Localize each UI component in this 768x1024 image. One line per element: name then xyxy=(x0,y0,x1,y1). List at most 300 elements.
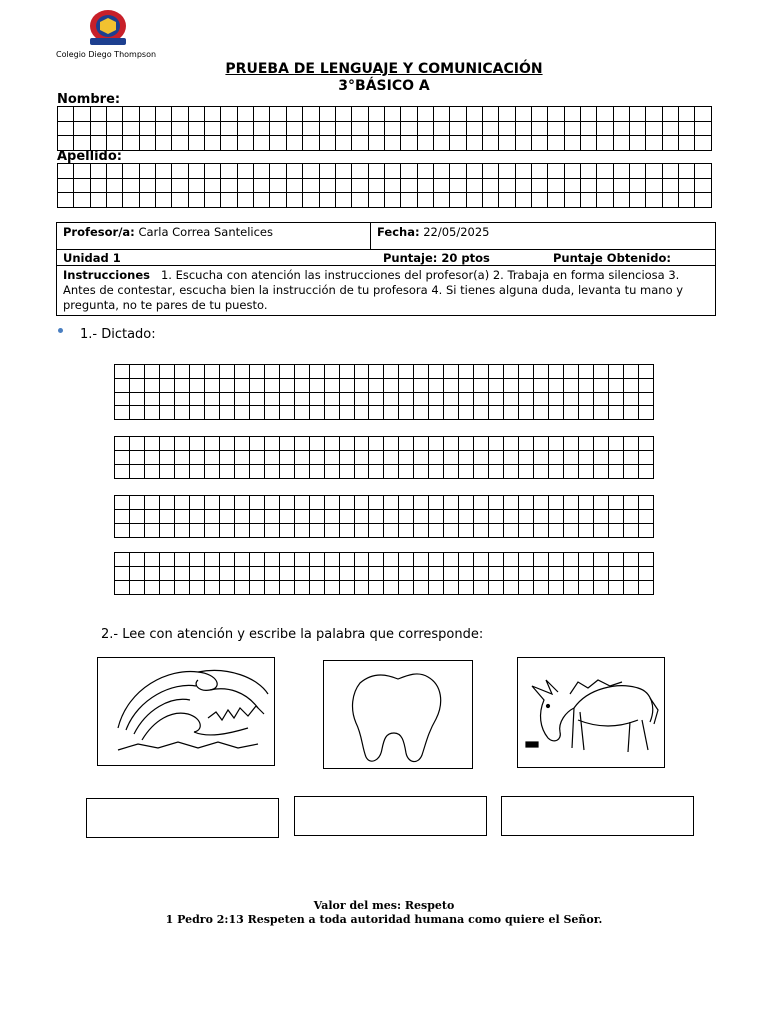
grid-cell[interactable] xyxy=(444,496,459,510)
grid-cell[interactable] xyxy=(638,581,653,595)
grid-cell[interactable] xyxy=(172,121,188,136)
grid-cell[interactable] xyxy=(159,378,174,392)
grid-cell[interactable] xyxy=(474,496,489,510)
grid-cell[interactable] xyxy=(519,465,534,479)
grid-cell[interactable] xyxy=(354,392,369,406)
grid-cell[interactable] xyxy=(581,178,597,193)
grid-cell[interactable] xyxy=(504,451,519,465)
grid-cell[interactable] xyxy=(339,365,354,379)
grid-cell[interactable] xyxy=(369,406,384,420)
grid-cell[interactable] xyxy=(115,553,130,567)
grid-cell[interactable] xyxy=(429,465,444,479)
grid-cell[interactable] xyxy=(354,437,369,451)
grid-cell[interactable] xyxy=(270,136,286,151)
grid-cell[interactable] xyxy=(189,465,204,479)
grid-cell[interactable] xyxy=(144,406,159,420)
grid-cell[interactable] xyxy=(581,164,597,179)
grid-cell[interactable] xyxy=(368,193,384,208)
grid-cell[interactable] xyxy=(399,581,414,595)
grid-cell[interactable] xyxy=(459,392,474,406)
grid-cell[interactable] xyxy=(534,365,549,379)
grid-cell[interactable] xyxy=(369,581,384,595)
grid-cell[interactable] xyxy=(249,553,264,567)
grid-cell[interactable] xyxy=(581,107,597,122)
grid-cell[interactable] xyxy=(286,136,302,151)
grid-cell[interactable] xyxy=(433,178,449,193)
grid-cell[interactable] xyxy=(519,451,534,465)
grid-cell[interactable] xyxy=(139,178,155,193)
grid-cell[interactable] xyxy=(515,178,531,193)
grid-cell[interactable] xyxy=(608,567,623,581)
grid-cell[interactable] xyxy=(429,378,444,392)
grid-cell[interactable] xyxy=(608,465,623,479)
grid-cell[interactable] xyxy=(564,496,579,510)
grid-cell[interactable] xyxy=(499,164,515,179)
grid-cell[interactable] xyxy=(474,451,489,465)
grid-cell[interactable] xyxy=(144,553,159,567)
grid-cell[interactable] xyxy=(264,510,279,524)
grid-cell[interactable] xyxy=(623,510,638,524)
grid-cell[interactable] xyxy=(188,136,204,151)
grid-cell[interactable] xyxy=(339,567,354,581)
grid-cell[interactable] xyxy=(564,365,579,379)
grid-cell[interactable] xyxy=(129,581,144,595)
grid-cell[interactable] xyxy=(474,524,489,538)
grid-cell[interactable] xyxy=(174,378,189,392)
grid-cell[interactable] xyxy=(319,193,335,208)
grid-cell[interactable] xyxy=(489,581,504,595)
grid-cell[interactable] xyxy=(519,392,534,406)
grid-cell[interactable] xyxy=(466,164,482,179)
grid-cell[interactable] xyxy=(384,524,399,538)
grid-cell[interactable] xyxy=(630,193,646,208)
grid-cell[interactable] xyxy=(489,524,504,538)
grid-cell[interactable] xyxy=(234,378,249,392)
grid-cell[interactable] xyxy=(695,121,712,136)
grid-cell[interactable] xyxy=(58,193,74,208)
grid-cell[interactable] xyxy=(608,581,623,595)
grid-cell[interactable] xyxy=(579,524,594,538)
grid-cell[interactable] xyxy=(352,164,368,179)
grid-cell[interactable] xyxy=(219,581,234,595)
grid-cell[interactable] xyxy=(564,465,579,479)
grid-cell[interactable] xyxy=(234,553,249,567)
grid-cell[interactable] xyxy=(335,107,351,122)
grid-cell[interactable] xyxy=(531,164,547,179)
grid-cell[interactable] xyxy=(695,193,712,208)
grid-cell[interactable] xyxy=(188,193,204,208)
grid-cell[interactable] xyxy=(354,365,369,379)
grid-cell[interactable] xyxy=(309,465,324,479)
grid-cell[interactable] xyxy=(144,524,159,538)
grid-cell[interactable] xyxy=(254,178,270,193)
grid-cell[interactable] xyxy=(630,121,646,136)
grid-cell[interactable] xyxy=(264,581,279,595)
grid-cell[interactable] xyxy=(309,496,324,510)
grid-cell[interactable] xyxy=(234,567,249,581)
grid-cell[interactable] xyxy=(429,496,444,510)
grid-cell[interactable] xyxy=(294,465,309,479)
grid-cell[interactable] xyxy=(90,164,106,179)
grid-cell[interactable] xyxy=(107,193,123,208)
grid-cell[interactable] xyxy=(324,496,339,510)
grid-cell[interactable] xyxy=(335,136,351,151)
grid-cell[interactable] xyxy=(324,524,339,538)
grid-cell[interactable] xyxy=(384,136,400,151)
grid-cell[interactable] xyxy=(459,451,474,465)
grid-cell[interactable] xyxy=(564,193,580,208)
grid-cell[interactable] xyxy=(156,136,172,151)
grid-cell[interactable] xyxy=(466,121,482,136)
grid-cell[interactable] xyxy=(319,178,335,193)
grid-cell[interactable] xyxy=(623,465,638,479)
grid-cell[interactable] xyxy=(504,567,519,581)
grid-cell[interactable] xyxy=(303,107,319,122)
grid-cell[interactable] xyxy=(638,524,653,538)
grid-cell[interactable] xyxy=(204,378,219,392)
grid-cell[interactable] xyxy=(324,510,339,524)
grid-cell[interactable] xyxy=(339,392,354,406)
grid-cell[interactable] xyxy=(482,121,498,136)
grid-cell[interactable] xyxy=(414,465,429,479)
grid-cell[interactable] xyxy=(623,365,638,379)
grid-cell[interactable] xyxy=(608,378,623,392)
grid-cell[interactable] xyxy=(594,406,609,420)
grid-cell[interactable] xyxy=(174,524,189,538)
grid-cell[interactable] xyxy=(324,465,339,479)
grid-cell[interactable] xyxy=(123,107,139,122)
grid-cell[interactable] xyxy=(444,378,459,392)
grid-cell[interactable] xyxy=(482,164,498,179)
grid-cell[interactable] xyxy=(369,451,384,465)
grid-cell[interactable] xyxy=(159,496,174,510)
grid-cell[interactable] xyxy=(129,510,144,524)
grid-cell[interactable] xyxy=(294,496,309,510)
grid-cell[interactable] xyxy=(237,164,253,179)
grid-cell[interactable] xyxy=(234,496,249,510)
grid-cell[interactable] xyxy=(662,164,678,179)
grid-cell[interactable] xyxy=(564,378,579,392)
grid-cell[interactable] xyxy=(549,524,564,538)
grid-cell[interactable] xyxy=(450,136,466,151)
grid-cell[interactable] xyxy=(188,178,204,193)
grid-cell[interactable] xyxy=(519,437,534,451)
grid-cell[interactable] xyxy=(444,465,459,479)
grid-cell[interactable] xyxy=(459,406,474,420)
grid-cell[interactable] xyxy=(401,107,417,122)
grid-cell[interactable] xyxy=(204,581,219,595)
grid-cell[interactable] xyxy=(564,451,579,465)
grid-cell[interactable] xyxy=(646,164,662,179)
grid-cell[interactable] xyxy=(429,451,444,465)
grid-cell[interactable] xyxy=(564,392,579,406)
grid-cell[interactable] xyxy=(548,121,564,136)
grid-cell[interactable] xyxy=(519,406,534,420)
grid-cell[interactable] xyxy=(264,392,279,406)
grid-cell[interactable] xyxy=(608,365,623,379)
grid-cell[interactable] xyxy=(354,581,369,595)
grid-cell[interactable] xyxy=(564,121,580,136)
grid-cell[interactable] xyxy=(384,365,399,379)
grid-cell[interactable] xyxy=(549,406,564,420)
grid-cell[interactable] xyxy=(623,392,638,406)
grid-cell[interactable] xyxy=(594,567,609,581)
grid-cell[interactable] xyxy=(417,178,433,193)
grid-cell[interactable] xyxy=(519,524,534,538)
grid-cell[interactable] xyxy=(174,581,189,595)
grid-cell[interactable] xyxy=(294,392,309,406)
grid-cell[interactable] xyxy=(459,567,474,581)
grid-cell[interactable] xyxy=(433,136,449,151)
grid-cell[interactable] xyxy=(594,378,609,392)
grid-cell[interactable] xyxy=(399,567,414,581)
grid-cell[interactable] xyxy=(515,121,531,136)
grid-cell[interactable] xyxy=(115,465,130,479)
grid-cell[interactable] xyxy=(156,121,172,136)
grid-cell[interactable] xyxy=(159,465,174,479)
grid-cell[interactable] xyxy=(384,496,399,510)
grid-cell[interactable] xyxy=(399,496,414,510)
grid-cell[interactable] xyxy=(429,406,444,420)
grid-cell[interactable] xyxy=(369,496,384,510)
grid-cell[interactable] xyxy=(219,392,234,406)
grid-cell[interactable] xyxy=(399,553,414,567)
grid-cell[interactable] xyxy=(638,567,653,581)
grid-cell[interactable] xyxy=(115,496,130,510)
grid-cell[interactable] xyxy=(630,178,646,193)
grid-cell[interactable] xyxy=(399,510,414,524)
grid-cell[interactable] xyxy=(129,496,144,510)
grid-cell[interactable] xyxy=(286,193,302,208)
grid-cell[interactable] xyxy=(264,567,279,581)
grid-cell[interactable] xyxy=(139,121,155,136)
grid-cell[interactable] xyxy=(204,451,219,465)
grid-cell[interactable] xyxy=(489,451,504,465)
grid-cell[interactable] xyxy=(204,437,219,451)
grid-cell[interactable] xyxy=(384,553,399,567)
grid-cell[interactable] xyxy=(414,392,429,406)
grid-cell[interactable] xyxy=(534,465,549,479)
grid-cell[interactable] xyxy=(129,365,144,379)
grid-cell[interactable] xyxy=(459,496,474,510)
grid-cell[interactable] xyxy=(594,553,609,567)
grid-cell[interactable] xyxy=(623,553,638,567)
grid-cell[interactable] xyxy=(172,193,188,208)
grid-cell[interactable] xyxy=(417,136,433,151)
grid-cell[interactable] xyxy=(115,581,130,595)
grid-cell[interactable] xyxy=(548,107,564,122)
grid-cell[interactable] xyxy=(630,136,646,151)
grid-cell[interactable] xyxy=(159,437,174,451)
grid-cell[interactable] xyxy=(679,121,695,136)
grid-cell[interactable] xyxy=(249,567,264,581)
grid-cell[interactable] xyxy=(534,496,549,510)
grid-cell[interactable] xyxy=(159,524,174,538)
grid-cell[interactable] xyxy=(489,465,504,479)
grid-cell[interactable] xyxy=(309,406,324,420)
grid-cell[interactable] xyxy=(309,567,324,581)
grid-cell[interactable] xyxy=(189,553,204,567)
grid-cell[interactable] xyxy=(339,581,354,595)
grid-cell[interactable] xyxy=(638,451,653,465)
grid-cell[interactable] xyxy=(594,392,609,406)
grid-cell[interactable] xyxy=(352,136,368,151)
grid-cell[interactable] xyxy=(204,392,219,406)
grid-cell[interactable] xyxy=(369,465,384,479)
grid-cell[interactable] xyxy=(129,524,144,538)
grid-cell[interactable] xyxy=(489,378,504,392)
grid-cell[interactable] xyxy=(264,496,279,510)
grid-cell[interactable] xyxy=(249,465,264,479)
grid-cell[interactable] xyxy=(123,178,139,193)
grid-cell[interactable] xyxy=(504,365,519,379)
grid-cell[interactable] xyxy=(174,510,189,524)
grid-cell[interactable] xyxy=(286,178,302,193)
grid-cell[interactable] xyxy=(459,378,474,392)
grid-cell[interactable] xyxy=(319,136,335,151)
grid-cell[interactable] xyxy=(309,524,324,538)
grid-cell[interactable] xyxy=(399,378,414,392)
grid-cell[interactable] xyxy=(638,378,653,392)
grid-cell[interactable] xyxy=(579,496,594,510)
grid-cell[interactable] xyxy=(115,437,130,451)
grid-cell[interactable] xyxy=(444,567,459,581)
grid-cell[interactable] xyxy=(564,178,580,193)
grid-cell[interactable] xyxy=(123,121,139,136)
grid-cell[interactable] xyxy=(482,178,498,193)
grid-cell[interactable] xyxy=(324,406,339,420)
grid-cell[interactable] xyxy=(279,451,294,465)
grid-cell[interactable] xyxy=(369,524,384,538)
grid-cell[interactable] xyxy=(204,510,219,524)
grid-cell[interactable] xyxy=(474,392,489,406)
grid-cell[interactable] xyxy=(534,553,549,567)
grid-cell[interactable] xyxy=(189,406,204,420)
grid-cell[interactable] xyxy=(219,406,234,420)
grid-cell[interactable] xyxy=(613,121,629,136)
grid-cell[interactable] xyxy=(646,193,662,208)
grid-cell[interactable] xyxy=(159,581,174,595)
grid-cell[interactable] xyxy=(429,510,444,524)
grid-cell[interactable] xyxy=(270,121,286,136)
grid-cell[interactable] xyxy=(623,581,638,595)
grid-cell[interactable] xyxy=(324,567,339,581)
grid-cell[interactable] xyxy=(90,121,106,136)
grid-cell[interactable] xyxy=(638,392,653,406)
grid-cell[interactable] xyxy=(354,524,369,538)
grid-cell[interactable] xyxy=(144,378,159,392)
grid-cell[interactable] xyxy=(399,524,414,538)
grid-cell[interactable] xyxy=(279,365,294,379)
grid-cell[interactable] xyxy=(608,510,623,524)
grid-cell[interactable] xyxy=(294,365,309,379)
grid-cell[interactable] xyxy=(90,107,106,122)
grid-cell[interactable] xyxy=(459,553,474,567)
grid-cell[interactable] xyxy=(414,567,429,581)
grid-cell[interactable] xyxy=(489,496,504,510)
grid-cell[interactable] xyxy=(384,510,399,524)
grid-cell[interactable] xyxy=(286,121,302,136)
grid-cell[interactable] xyxy=(270,178,286,193)
grid-cell[interactable] xyxy=(234,524,249,538)
grid-cell[interactable] xyxy=(335,164,351,179)
grid-cell[interactable] xyxy=(450,178,466,193)
grid-cell[interactable] xyxy=(264,451,279,465)
grid-cell[interactable] xyxy=(401,178,417,193)
grid-cell[interactable] xyxy=(489,510,504,524)
grid-cell[interactable] xyxy=(613,178,629,193)
grid-cell[interactable] xyxy=(249,406,264,420)
grid-cell[interactable] xyxy=(459,437,474,451)
grid-cell[interactable] xyxy=(414,437,429,451)
grid-cell[interactable] xyxy=(548,164,564,179)
grid-cell[interactable] xyxy=(279,465,294,479)
grid-cell[interactable] xyxy=(204,524,219,538)
grid-cell[interactable] xyxy=(303,164,319,179)
grid-cell[interactable] xyxy=(466,107,482,122)
grid-cell[interactable] xyxy=(188,121,204,136)
grid-cell[interactable] xyxy=(515,193,531,208)
grid-cell[interactable] xyxy=(459,510,474,524)
grid-cell[interactable] xyxy=(368,178,384,193)
grid-cell[interactable] xyxy=(579,392,594,406)
grid-cell[interactable] xyxy=(579,567,594,581)
grid-cell[interactable] xyxy=(107,121,123,136)
grid-cell[interactable] xyxy=(384,581,399,595)
grid-cell[interactable] xyxy=(608,553,623,567)
grid-cell[interactable] xyxy=(429,567,444,581)
grid-cell[interactable] xyxy=(444,437,459,451)
grid-cell[interactable] xyxy=(613,107,629,122)
grid-cell[interactable] xyxy=(531,193,547,208)
grid-cell[interactable] xyxy=(90,193,106,208)
grid-cell[interactable] xyxy=(414,365,429,379)
grid-cell[interactable] xyxy=(205,136,221,151)
grid-cell[interactable] xyxy=(234,581,249,595)
grid-cell[interactable] xyxy=(504,510,519,524)
grid-cell[interactable] xyxy=(279,581,294,595)
grid-cell[interactable] xyxy=(368,107,384,122)
grid-cell[interactable] xyxy=(549,465,564,479)
grid-cell[interactable] xyxy=(482,193,498,208)
grid-cell[interactable] xyxy=(534,406,549,420)
grid-cell[interactable] xyxy=(695,178,712,193)
grid-cell[interactable] xyxy=(549,392,564,406)
grid-cell[interactable] xyxy=(597,164,613,179)
grid-cell[interactable] xyxy=(504,437,519,451)
grid-cell[interactable] xyxy=(172,178,188,193)
grid-cell[interactable] xyxy=(534,524,549,538)
grid-cell[interactable] xyxy=(309,437,324,451)
grid-cell[interactable] xyxy=(369,567,384,581)
grid-cell[interactable] xyxy=(466,136,482,151)
grid-cell[interactable] xyxy=(309,510,324,524)
grid-cell[interactable] xyxy=(579,406,594,420)
grid-cell[interactable] xyxy=(205,178,221,193)
grid-cell[interactable] xyxy=(335,178,351,193)
grid-cell[interactable] xyxy=(504,553,519,567)
grid-cell[interactable] xyxy=(221,193,237,208)
grid-cell[interactable] xyxy=(594,581,609,595)
grid-cell[interactable] xyxy=(401,136,417,151)
grid-cell[interactable] xyxy=(459,524,474,538)
grid-cell[interactable] xyxy=(264,465,279,479)
grid-cell[interactable] xyxy=(115,406,130,420)
grid-cell[interactable] xyxy=(74,193,90,208)
grid-cell[interactable] xyxy=(608,451,623,465)
grid-cell[interactable] xyxy=(384,406,399,420)
grid-cell[interactable] xyxy=(254,121,270,136)
